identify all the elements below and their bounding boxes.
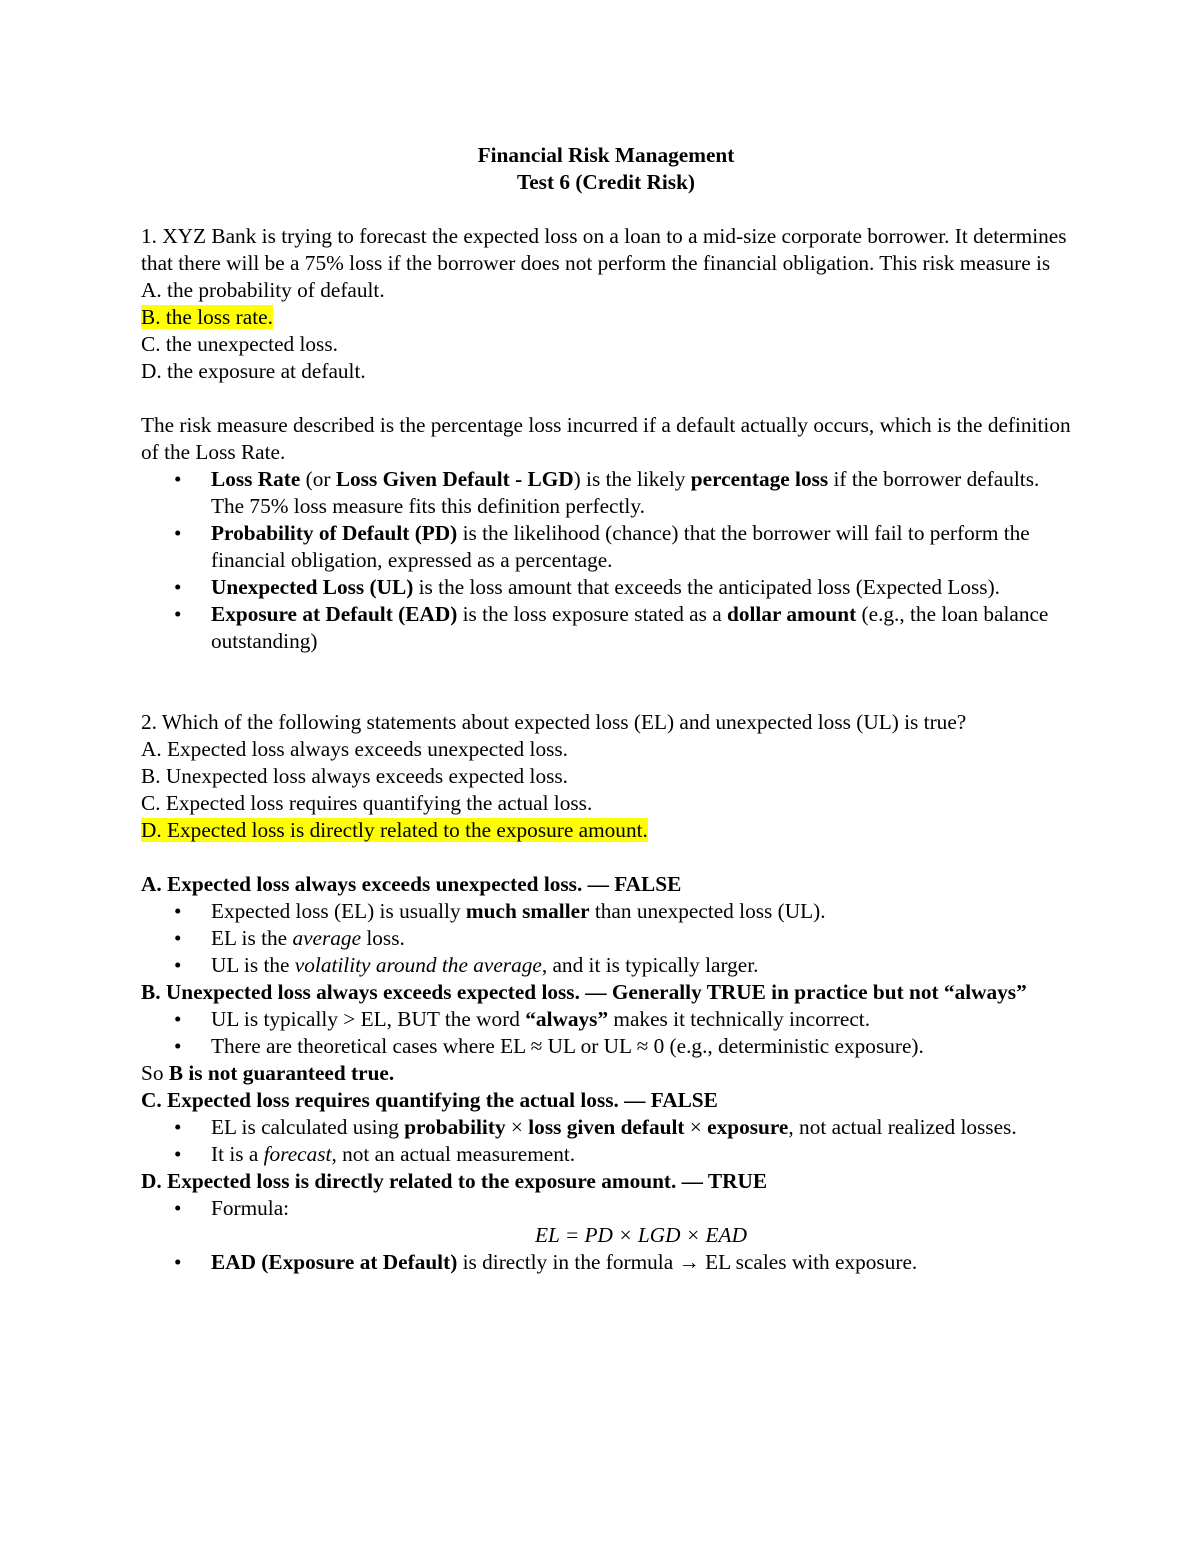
el-formula: EL = PD × LGD × EAD xyxy=(535,1223,747,1247)
q1-option-b-highlight: B. the loss rate. xyxy=(141,305,273,329)
q2-b-conclusion: So B is not guaranteed true. xyxy=(141,1061,395,1085)
q2-option-b: B. Unexpected loss always exceeds expected loss. xyxy=(141,764,568,788)
document-body xyxy=(141,142,1071,1276)
q2-d-bullet-1: • Formula: xyxy=(174,1196,290,1220)
q1-bullet-loss-rate: • Loss Rate (or Loss Given Default - LGD) is the likely percentage loss if the borrower defaults. The 75% loss measure fits this definition perfectly. xyxy=(174,467,1040,518)
q2-a-bullet-1: • Expected loss (EL) is usually much smaller than unexpected loss (UL). xyxy=(174,899,826,923)
q2-option-c: C. Expected loss requires quantifying the actual loss. xyxy=(141,791,593,815)
bullet-icon: • xyxy=(174,1007,182,1031)
q1-bullet-list xyxy=(141,466,1071,655)
q2-stem: 2. Which of the following statements about expected loss (EL) and unexpected loss (UL) is true? xyxy=(141,710,967,734)
bullet-icon: • xyxy=(174,926,182,950)
q1-option-d: D. the exposure at default. xyxy=(141,359,366,383)
bullet-icon: • xyxy=(174,1142,182,1166)
document-subtitle: Test 6 (Credit Risk) xyxy=(516,170,696,194)
q2-b-bullet-1: • UL is typically > EL, BUT the word “always” makes it technically incorrect. xyxy=(174,1007,871,1031)
q2-b-bullets xyxy=(141,1006,1071,1060)
q1-bullet-ead: • Exposure at Default (EAD) is the loss exposure stated as a dollar amount (e.g., the loan balance outstanding) xyxy=(174,602,1049,653)
q2-d-bullets xyxy=(141,1195,1071,1222)
q1-stem: 1. XYZ Bank is trying to forecast the expected loss on a loan to a mid-size corporate borrower. It determines that there will be a 75% loss if the borrower does not perform the financial obligation. This risk measure is xyxy=(141,224,1067,275)
q2-d-heading: D. Expected loss is directly related to the exposure amount. — TRUE xyxy=(141,1169,768,1193)
q2-a-bullet-2: • EL is the average loss. xyxy=(174,926,405,950)
bullet-icon: • xyxy=(174,1250,182,1274)
document-title: Financial Risk Management xyxy=(477,143,735,167)
bullet-icon: • xyxy=(174,602,182,626)
q1-option-a: A. the probability of default. xyxy=(141,278,385,302)
bullet-icon: • xyxy=(174,1115,182,1139)
q1-option-b xyxy=(141,304,1071,331)
q2-b-heading: B. Unexpected loss always exceeds expected loss. — Generally TRUE in practice but not “always” xyxy=(141,980,1027,1004)
q2-option-a: A. Expected loss always exceeds unexpected loss. xyxy=(141,737,568,761)
q2-option-d xyxy=(141,817,1071,844)
q2-a-bullets xyxy=(141,898,1071,979)
q1-bullet-ul: • Unexpected Loss (UL) is the loss amount that exceeds the anticipated loss (Expected Loss). xyxy=(174,575,1001,599)
q1-bullet-pd: • Probability of Default (PD) is the likelihood (chance) that the borrower will fail to perform the financial obligation, expressed as a percentage. xyxy=(174,521,1030,572)
bullet-icon: • xyxy=(174,1196,182,1220)
q2-c-bullets xyxy=(141,1114,1071,1168)
q2-c-bullet-1: • EL is calculated using probability × loss given default × exposure, not actual realized losses. xyxy=(174,1115,1017,1139)
q2-d-bullets-2 xyxy=(141,1249,1071,1276)
q2-c-bullet-2: • It is a forecast, not an actual measurement. xyxy=(174,1142,576,1166)
q2-d-bullet-2: • EAD (Exposure at Default) is directly in the formula → EL scales with exposure. xyxy=(174,1250,918,1274)
bullet-icon: • xyxy=(174,1034,182,1058)
q2-b-bullet-2: • There are theoretical cases where EL ≈ UL or UL ≈ 0 (e.g., deterministic exposure). xyxy=(174,1034,924,1058)
q1-option-c: C. the unexpected loss. xyxy=(141,332,338,356)
bullet-icon: • xyxy=(174,575,182,599)
q2-option-d-highlight: D. Expected loss is directly related to the exposure amount. xyxy=(141,818,648,842)
bullet-icon: • xyxy=(174,521,182,545)
bullet-icon: • xyxy=(174,899,182,923)
q2-a-heading: A. Expected loss always exceeds unexpected loss. — FALSE xyxy=(141,872,682,896)
q2-a-bullet-3: • UL is the volatility around the average, and it is typically larger. xyxy=(174,953,759,977)
q2-c-heading: C. Expected loss requires quantifying the actual loss. — FALSE xyxy=(141,1088,718,1112)
bullet-icon: • xyxy=(174,953,182,977)
q1-explanation: The risk measure described is the percentage loss incurred if a default actually occurs, which is the definition of the Loss Rate. xyxy=(141,413,1071,464)
bullet-icon: • xyxy=(174,467,182,491)
